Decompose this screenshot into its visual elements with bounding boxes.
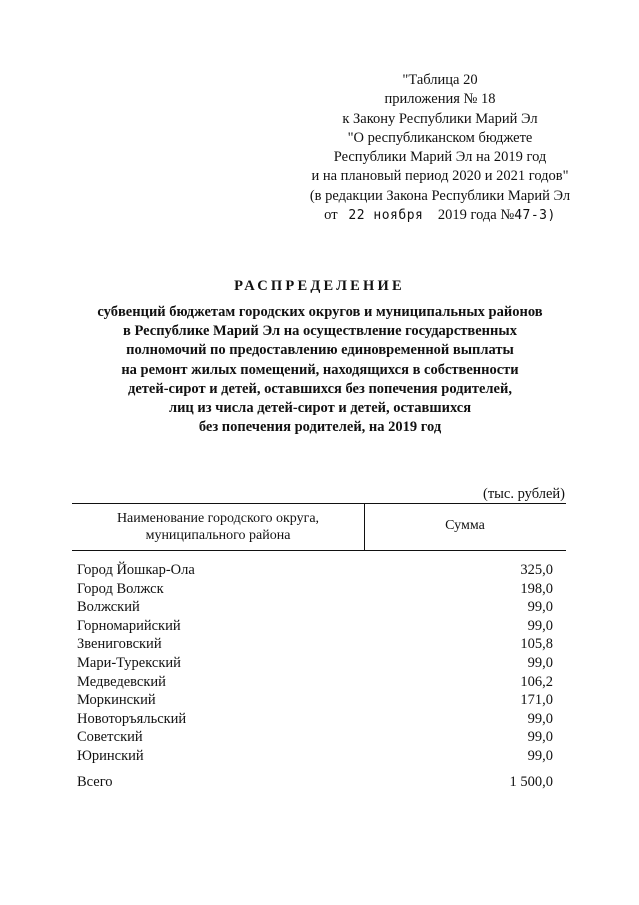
header-line: и на плановый период 2020 и 2021 годов" — [311, 168, 569, 185]
table-row — [77, 728, 553, 747]
table-header — [72, 503, 566, 551]
column-header-name — [72, 510, 364, 544]
header-line: к Закону Республики Марий Эл — [342, 110, 538, 127]
table-row — [77, 710, 553, 729]
table-row — [77, 598, 553, 617]
subtitle-line: лиц из числа детей-сирот и детей, оставшихся — [168, 400, 472, 417]
document-title: РАСПРЕДЕЛЕНИЕ — [234, 278, 405, 294]
row-value: 99,0 — [527, 654, 553, 671]
date-prefix: от — [324, 207, 338, 224]
total-value: 1 500,0 — [509, 774, 553, 790]
row-name: Советский — [77, 729, 143, 746]
table-row — [77, 580, 553, 599]
row-name: Медведевский — [77, 673, 166, 690]
row-name: Юринский — [77, 747, 144, 764]
row-value: 99,0 — [527, 617, 553, 634]
handwritten-law-number: 47-З) — [514, 208, 556, 224]
row-value: 99,0 — [527, 710, 553, 727]
table-row — [77, 691, 553, 710]
table-row — [77, 673, 553, 692]
subtitle-line: детей-сирот и детей, оставшихся без попечения родителей, — [128, 380, 512, 397]
row-value: 105,8 — [520, 636, 553, 653]
row-name: Мари-Турекский — [77, 654, 181, 671]
total-row — [77, 773, 553, 791]
row-name: Горномарийский — [77, 617, 181, 634]
row-value: 325,0 — [520, 562, 553, 578]
row-name: Город Йошкар-Ола — [77, 562, 195, 578]
table-row — [77, 635, 553, 654]
subtitle-line: в Республике Марий Эл на осуществление государственных — [123, 323, 517, 340]
document-subtitle — [40, 303, 600, 437]
row-value: 171,0 — [520, 692, 553, 709]
column-header-name-line: муниципального района — [145, 528, 291, 543]
subtitle-line: на ремонт жилых помещений, находящихся в собственности — [121, 361, 519, 378]
units-label: (тыс. рублей) — [483, 486, 565, 502]
row-name: Новоторъяльский — [77, 710, 187, 727]
row-name: Волжский — [77, 599, 140, 616]
subtitle-line: полномочий по предоставлению единовременной выплаты — [126, 342, 514, 359]
row-value: 99,0 — [527, 747, 553, 764]
row-value: 198,0 — [520, 580, 553, 597]
table-row — [77, 747, 553, 766]
header-line: "Таблица 20 — [402, 72, 478, 88]
column-header-name-line: Наименование городского округа, — [116, 511, 320, 526]
header-line: "О республиканском бюджете — [347, 129, 533, 146]
header-line: (в редакции Закона Республики Марий Эл — [309, 187, 571, 204]
table-row — [77, 561, 553, 580]
total-label: Всего — [77, 774, 113, 790]
subtitle-line: без попечения родителей, на 2019 год — [198, 419, 442, 436]
header-line: приложения № 18 — [384, 91, 496, 108]
subtitle-line: субвенций бюджетам городских округов и муниципальных районов — [97, 304, 543, 320]
law-date-line — [300, 206, 580, 225]
column-header-sum: Сумма — [445, 518, 485, 533]
row-name: Моркинский — [77, 692, 156, 709]
law-reference-header — [300, 71, 580, 225]
row-value: 106,2 — [520, 673, 553, 690]
table-row — [77, 654, 553, 673]
row-value: 99,0 — [527, 729, 553, 746]
date-year: 2019 года № — [437, 207, 515, 224]
table-row — [77, 617, 553, 636]
header-line: Республики Марий Эл на 2019 год — [333, 149, 547, 166]
row-name: Звениговский — [77, 636, 162, 653]
row-name: Город Волжск — [77, 580, 164, 597]
row-value: 99,0 — [527, 599, 553, 616]
table-body — [77, 561, 553, 766]
handwritten-date: 22 ноября — [348, 208, 424, 224]
